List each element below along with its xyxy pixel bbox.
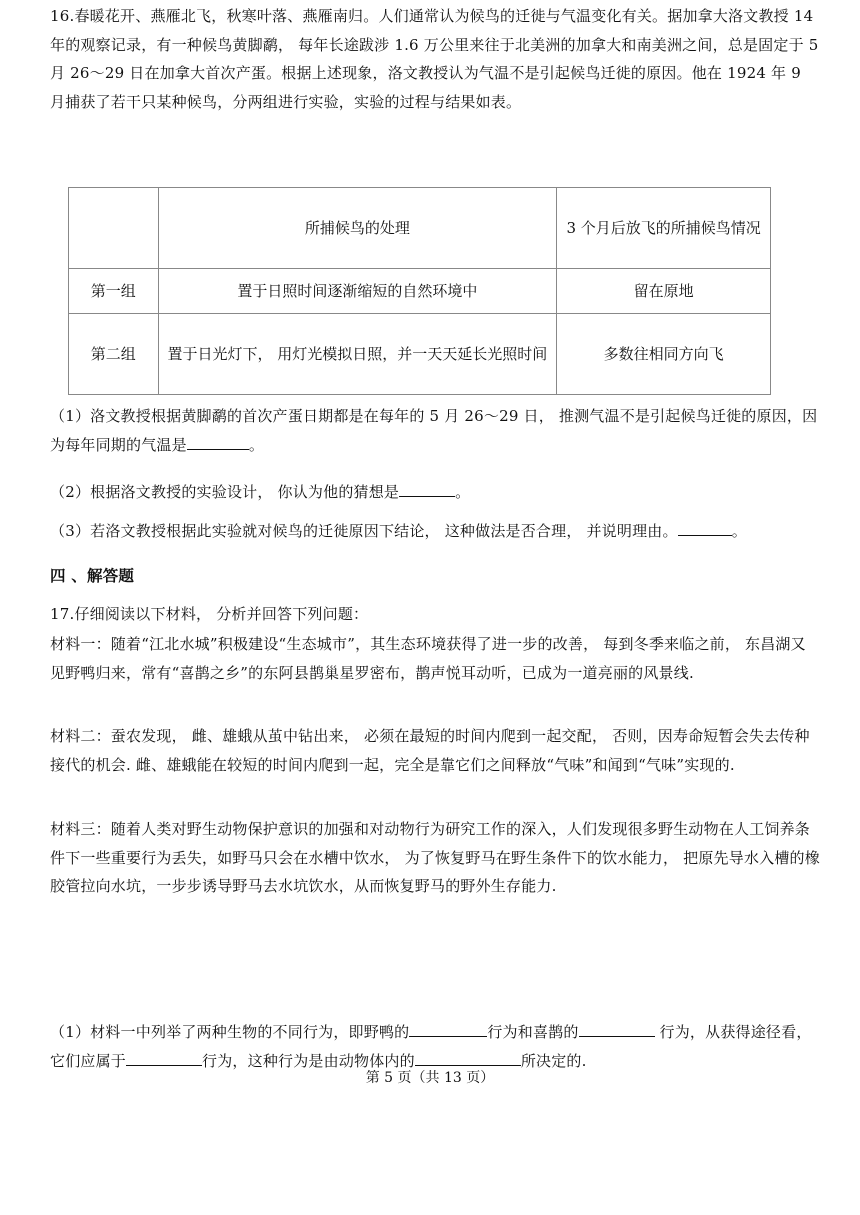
question-16-stem: 16.春暖花开、燕雁北飞，秋寒叶落、燕雁南归。人们通常认为候鸟的迁徙与气温变化有关。据加拿大洛文教授 14 年的观察记录，有一种候鸟黄脚鹬， 每年长途跋涉 1.6 万公里来往于北美洲的加拿大和南美洲之间，总是固定于 5 月 26～29 日在加拿大首次产蛋。根据上述现象，洛文教授认为气温不是引起候鸟迁徙的原因。他在 1924 年 9 月捕获了若干只某种候鸟，分两组进行实验，实验的过程与结果如表。 [50,7,819,111]
question-17-intro: 17.仔细阅读以下材料， 分析并回答下列问题： [50,605,369,623]
answer-blank[interactable] [678,518,732,536]
table-header-cell: 3 个月后放飞的所捕候鸟情况 [557,188,771,269]
answer-blank[interactable] [579,1019,655,1037]
table-cell: 多数往相同方向飞 [557,314,771,395]
part-text-end: 。 [248,435,265,454]
table-cell: 留在原地 [557,269,771,314]
question-17-part-1 [50,1018,820,1075]
material-1: 材料一：随着“江北水城”积极建设“生态城市”，其生态环境获得了进一步的改善， 每到冬季来临之前， 东昌湖又见野鸭归来，常有“喜鹊之乡”的东阿县鹊巢星罗密布，鹊声悦耳动听，已成为一道亮丽的风景线. [50,635,806,682]
part-text: 行为，这种行为是由动物体内的 [202,1051,415,1070]
table-header-cell: 所捕候鸟的处理 [158,188,557,269]
table-row [69,269,771,314]
material-2: 材料二：蚕农发现， 雌、雄蛾从茧中钻出来， 必须在最短的时间内爬到一起交配， 否则，因寿命短暂会失去传种接代的机会. 雌、雄蛾能在较短的时间内爬到一起，完全是靠它们之间释放“气味”和闻到“气味”实现的. [50,727,810,774]
answer-blank[interactable] [409,1019,487,1037]
part-text: （3）若洛文教授根据此实验就对候鸟的迁徙原因下结论， 这种做法是否合理， 并说明理由。 [50,522,678,540]
section-title: 四 、解答题 [50,567,135,585]
answer-blank[interactable] [187,432,249,450]
material-3: 材料三：随着人类对野生动物保护意识的加强和对动物行为研究工作的深入，人们发现很多野生动物在人工饲养条件下一些重要行为丢失，如野马只会在水槽中饮水， 为了恢复野马在野生条件下的饮水能力， 把原先导水入槽的橡胶管拉向水坑，一步步诱导野马去水坑饮水，从而恢复野马的野外生存能力. [50,820,820,895]
page-footer: 第 5 页（共 13 页） [365,1070,495,1086]
answer-blank[interactable] [126,1048,202,1066]
question-16-part-2 [50,478,820,507]
answer-blank[interactable] [415,1048,521,1066]
part-text: 所决定的. [520,1051,587,1070]
table-cell: 置于日光灯下， 用灯光模拟日照，并一天天延长光照时间 [158,314,557,395]
table-header-cell [69,188,159,269]
question-16-part-3 [50,517,820,546]
table-header-row [69,188,771,269]
part-text: （2）根据洛文教授的实验设计， 你认为他的猜想是 [50,483,400,501]
table-cell: 置于日照时间逐渐缩短的自然环境中 [158,269,557,314]
table-cell: 第二组 [69,314,159,395]
table-cell: 第一组 [69,269,159,314]
part-text-end: 。 [731,522,747,540]
experiment-table [68,187,771,395]
part-text-end: 。 [455,483,471,501]
answer-blank[interactable] [399,479,455,497]
part-text: 行为，从获得途径看， 它们应属于 [50,1023,812,1070]
question-16-part-1 [50,402,820,459]
part-text: （1）洛文教授根据黄脚鹬的首次产蛋日期都是在每年的 5 月 26～29 日， 推测气温不是引起候鸟迁徙的原因，因为每年同期的气温是 [50,407,818,454]
table-row [69,314,771,395]
part-text: （1）材料一中列举了两种生物的不同行为，即野鸭的 [50,1023,410,1041]
part-text: 行为和喜鹊的 [487,1023,579,1041]
